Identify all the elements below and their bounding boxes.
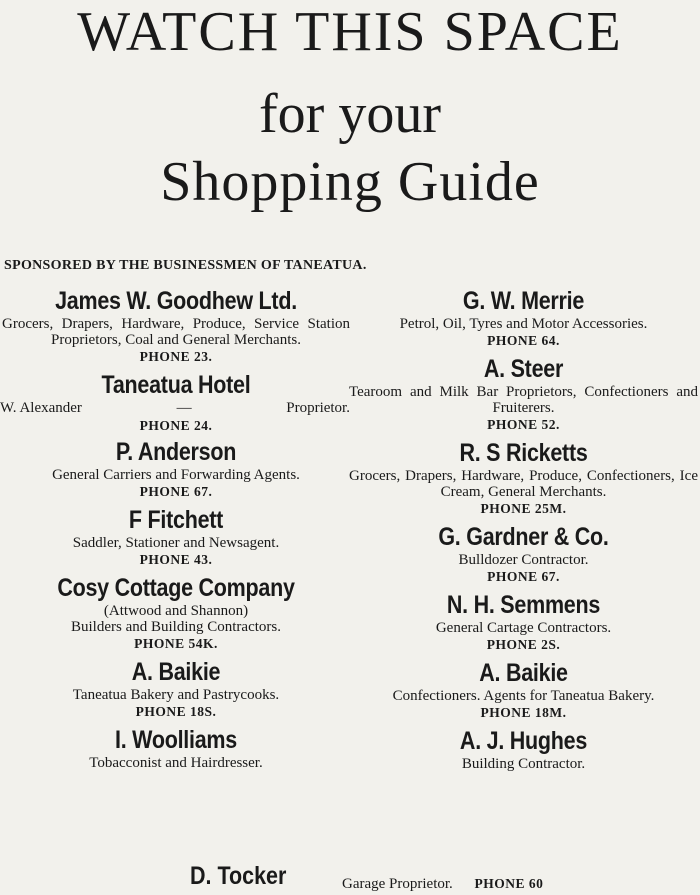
- right-column: [347, 286, 700, 772]
- business-description: (Attwood and Shannon): [103, 603, 249, 619]
- listing-steer: [347, 354, 700, 434]
- business-name: R. S Ricketts: [459, 439, 588, 467]
- business-phone: PHONE 67.: [487, 569, 560, 584]
- headline-line3: Shopping Guide: [160, 151, 540, 213]
- listing-tocker: [0, 862, 700, 895]
- business-description: Grocers, Drapers, Hardware, Produce, Service Station Proprietors, Coal and General Merchants.: [2, 316, 350, 348]
- business-name: A. Baikie: [131, 658, 221, 686]
- listing-goodhew: [0, 286, 352, 366]
- listing-anderson: [0, 437, 352, 501]
- business-description: General Carriers and Forwarding Agents.: [52, 467, 300, 483]
- business-description: Building Contractor.: [461, 756, 586, 772]
- business-name: A. Steer: [483, 355, 564, 383]
- business-name: P. Anderson: [115, 438, 237, 466]
- listing-baikie-confectioners: [347, 658, 700, 722]
- business-description: Saddler, Stationer and Newsagent.: [72, 535, 280, 551]
- business-name: N. H. Semmens: [446, 591, 601, 619]
- business-description: Confectioners. Agents for Taneatua Bakery.: [392, 688, 655, 704]
- business-description: Bulldozer Contractor.: [458, 552, 589, 568]
- listing-fitchett: [0, 505, 352, 569]
- listing-cosy-cottage: [0, 573, 352, 653]
- headline-line2: for your: [259, 83, 441, 145]
- business-description: Taneatua Bakery and Pastrycooks.: [72, 687, 280, 703]
- headline-line1: WATCH THIS SPACE: [77, 1, 623, 63]
- dash: —: [176, 400, 192, 416]
- business-description-2: Builders and Building Contractors.: [71, 619, 281, 635]
- listing-woolliams: [0, 725, 352, 771]
- business-phone: PHONE 24.: [139, 418, 213, 433]
- listing-taneatua-hotel: [0, 370, 352, 435]
- business-description: [0, 400, 352, 417]
- proprietor-name: W. Alexander: [0, 400, 82, 416]
- business-phone: PHONE 54K.: [134, 636, 218, 651]
- tocker-desc-text: Garage Proprietor.: [342, 876, 453, 892]
- listing-gardner: [347, 522, 700, 586]
- listing-baikie-bakery: [0, 657, 352, 721]
- business-phone: PHONE 64.: [487, 333, 560, 348]
- business-phone: PHONE 23.: [139, 349, 213, 364]
- business-description: Petrol, Oil, Tyres and Motor Accessories.: [399, 316, 648, 332]
- proprietor-title: Proprietor.: [286, 400, 350, 416]
- business-phone: PHONE 18M.: [480, 705, 567, 720]
- business-phone: PHONE 18S.: [135, 704, 217, 719]
- business-name: G. Gardner & Co.: [438, 523, 609, 551]
- sponsor-line: SPONSORED BY THE BUSINESSMEN OF TANEATUA.: [4, 258, 367, 273]
- business-name: D. Tocker: [190, 862, 287, 890]
- listing-semmens: [347, 590, 700, 654]
- business-name: Cosy Cottage Company: [57, 574, 295, 602]
- listing-merrie: [347, 286, 700, 350]
- business-name: F Fitchett: [128, 506, 224, 534]
- business-phone: PHONE 43.: [139, 552, 213, 567]
- business-name: I. Woolliams: [115, 726, 237, 754]
- business-phone: PHONE 25M.: [480, 501, 567, 516]
- business-name: Taneatua Hotel: [101, 371, 251, 399]
- business-phone: PHONE 52.: [487, 417, 560, 432]
- business-phone: PHONE 60: [474, 876, 544, 891]
- business-name: A. Baikie: [479, 659, 568, 687]
- business-description: Tearoom and Milk Bar Proprietors, Confectioners and Fruiterers.: [349, 384, 698, 416]
- business-phone: PHONE 67.: [139, 484, 213, 499]
- business-name: A. J. Hughes: [459, 727, 588, 755]
- business-name: G. W. Merrie: [462, 287, 585, 315]
- business-description: Grocers, Drapers, Hardware, Produce, Confectioners, Ice Cream, General Merchants.: [349, 468, 698, 500]
- listing-hughes: [347, 726, 700, 772]
- listing-ricketts: [347, 438, 700, 518]
- business-description: [342, 876, 543, 893]
- business-description: Tobacconist and Hairdresser.: [89, 755, 263, 771]
- business-phone: PHONE 2S.: [486, 637, 561, 652]
- business-name: James W. Goodhew Ltd.: [55, 287, 297, 315]
- business-description: General Cartage Contractors.: [435, 620, 612, 636]
- left-column: [0, 286, 352, 771]
